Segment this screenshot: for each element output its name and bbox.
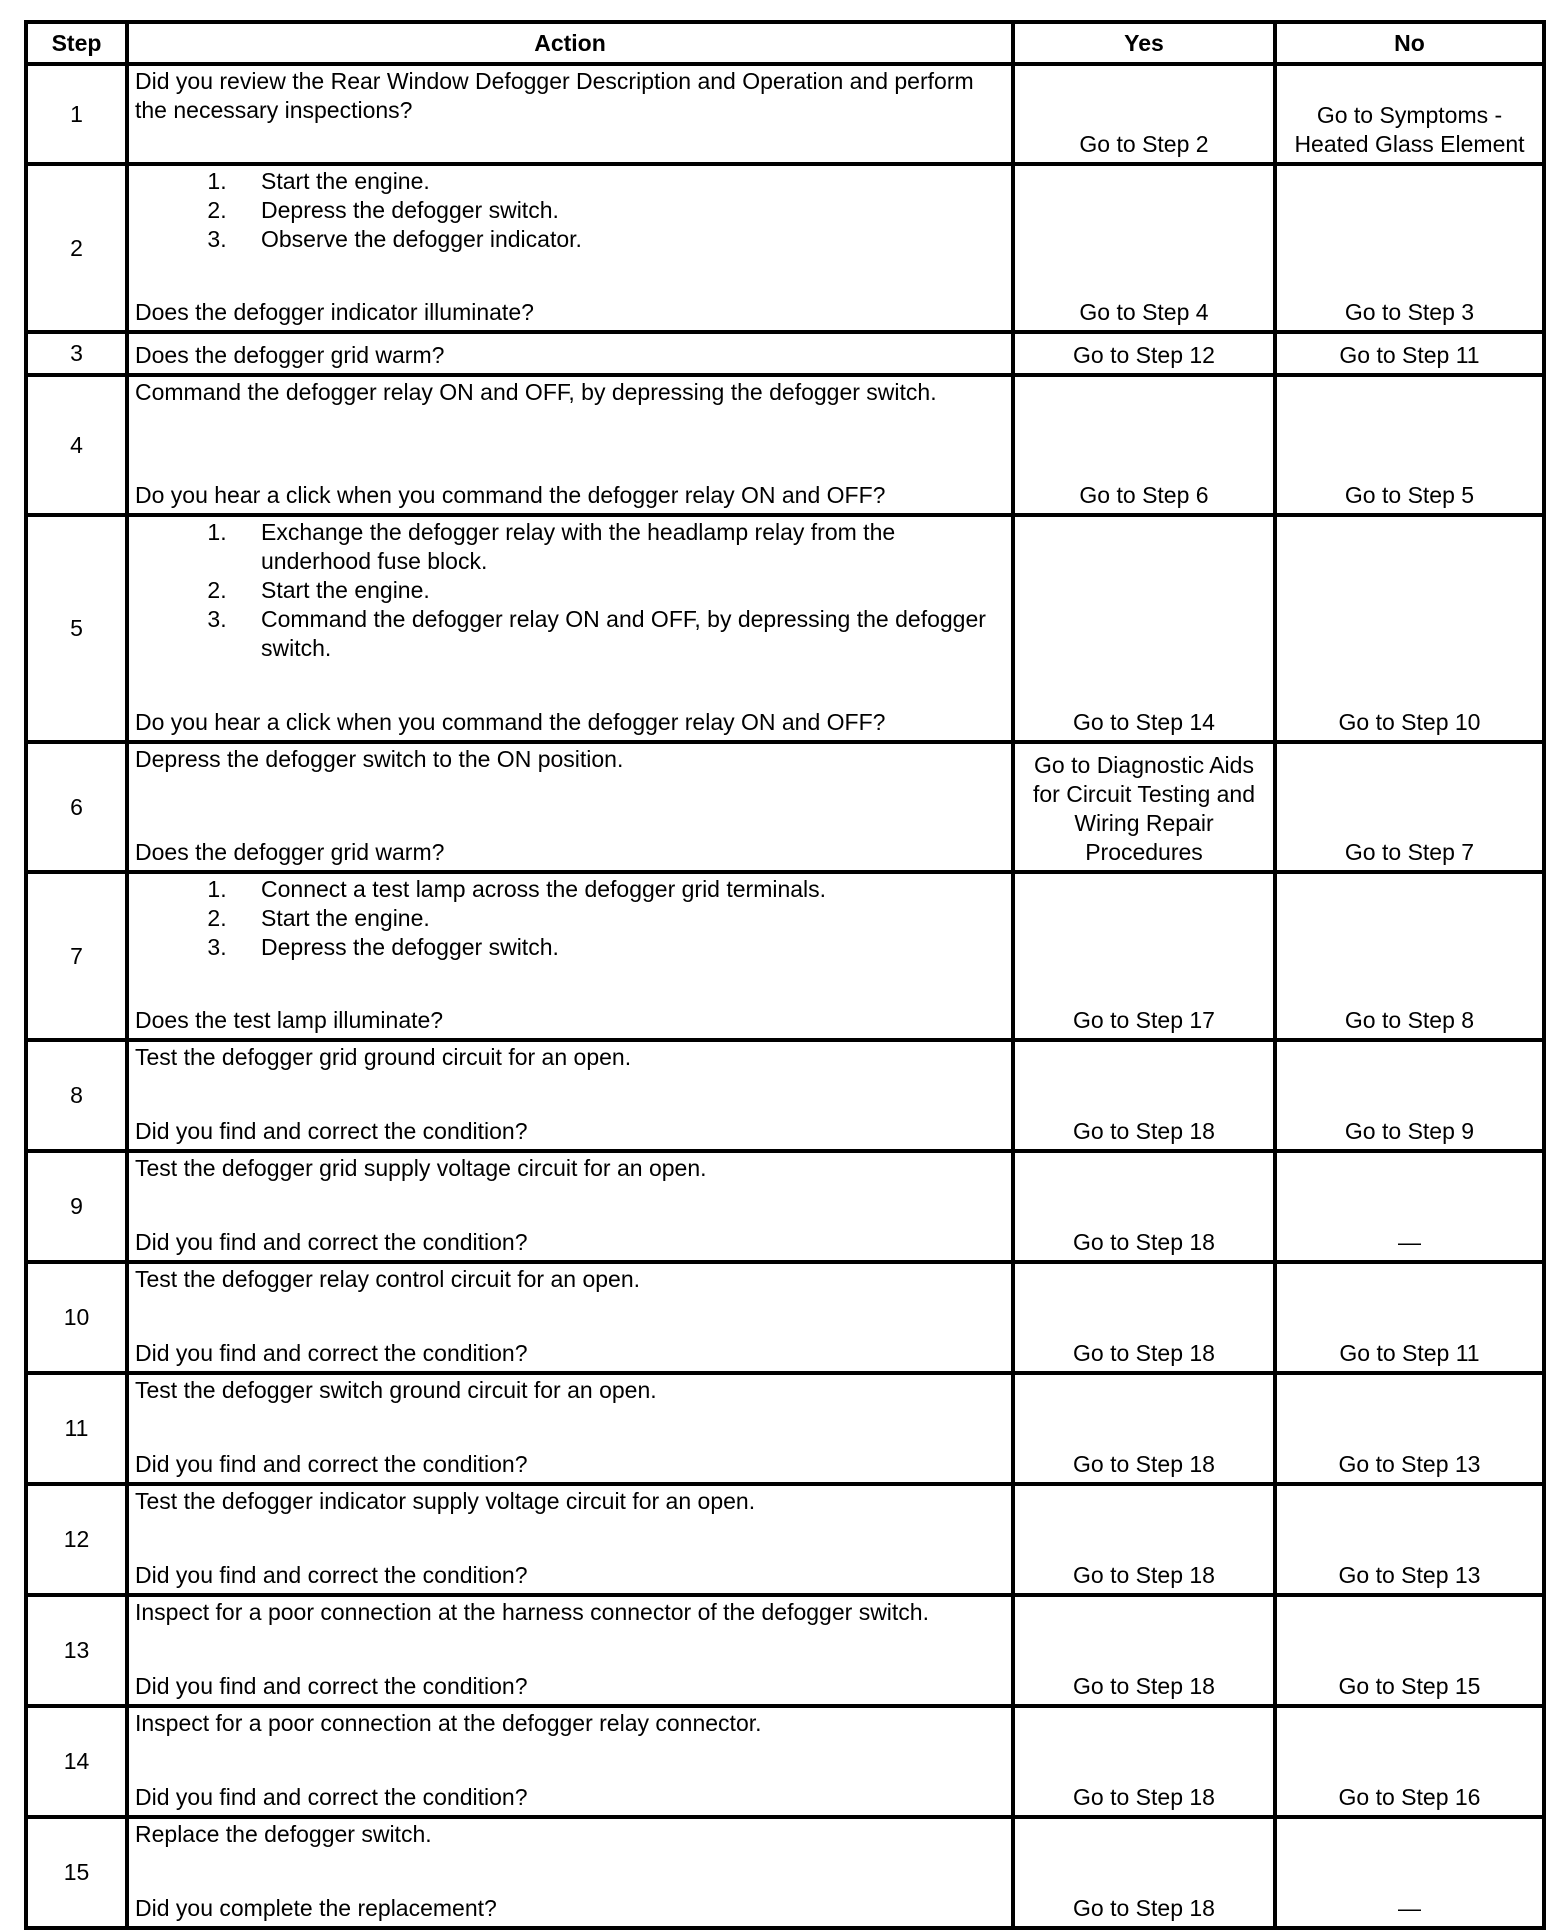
yes-result: Go to Step 18 bbox=[1013, 1262, 1275, 1373]
action-steps-list bbox=[135, 875, 1005, 962]
no-result: Go to Symptoms - Heated Glass Element bbox=[1275, 64, 1544, 164]
table-row bbox=[26, 872, 1544, 1040]
action-question: Does the defogger grid warm? bbox=[135, 342, 445, 368]
step-number: 8 bbox=[26, 1040, 127, 1151]
action-cell bbox=[127, 1040, 1013, 1151]
table-row bbox=[26, 164, 1544, 332]
no-result: Go to Step 5 bbox=[1275, 375, 1544, 515]
action-question: Does the defogger indicator illuminate? bbox=[135, 299, 534, 325]
action-question: Did you find and correct the condition? bbox=[135, 1673, 528, 1699]
yes-result: Go to Step 12 bbox=[1013, 332, 1275, 375]
action-step-item: 1. Exchange the defogger relay with the headlamp relay from the underhood fuse block. bbox=[233, 518, 1005, 576]
yes-result: Go to Step 18 bbox=[1013, 1373, 1275, 1484]
diagnostic-table bbox=[24, 20, 1546, 1930]
action-instruction: Inspect for a poor connection at the harness connector of the defogger switch. bbox=[135, 1599, 929, 1625]
action-step-item: 1. Start the engine. bbox=[233, 167, 1005, 196]
table-row bbox=[26, 1706, 1544, 1817]
step-number: 15 bbox=[26, 1817, 127, 1928]
action-cell bbox=[127, 375, 1013, 515]
yes-result: Go to Step 2 bbox=[1013, 64, 1275, 164]
action-step-item: 2. Depress the defogger switch. bbox=[233, 196, 1005, 225]
action-question: Did you find and correct the condition? bbox=[135, 1562, 528, 1588]
action-question: Does the test lamp illuminate? bbox=[135, 1007, 444, 1033]
no-result: Go to Step 7 bbox=[1275, 742, 1544, 872]
yes-result: Go to Step 6 bbox=[1013, 375, 1275, 515]
action-cell bbox=[127, 1262, 1013, 1373]
no-result: Go to Step 13 bbox=[1275, 1484, 1544, 1595]
action-question: Does the defogger grid warm? bbox=[135, 839, 445, 865]
action-question: Do you hear a click when you command the defogger relay ON and OFF? bbox=[135, 482, 886, 508]
action-instruction: Test the defogger indicator supply voltage circuit for an open. bbox=[135, 1488, 756, 1514]
yes-result: Go to Step 4 bbox=[1013, 164, 1275, 332]
step-number: 5 bbox=[26, 515, 127, 742]
action-cell bbox=[127, 64, 1013, 164]
action-header: Action bbox=[127, 22, 1013, 64]
step-number: 10 bbox=[26, 1262, 127, 1373]
step-number: 6 bbox=[26, 742, 127, 872]
yes-result: Go to Step 18 bbox=[1013, 1151, 1275, 1262]
yes-result: Go to Step 18 bbox=[1013, 1484, 1275, 1595]
yes-result: Go to Step 17 bbox=[1013, 872, 1275, 1040]
action-instruction: Did you review the Rear Window Defogger Description and Operation and perform the necessary inspections? bbox=[135, 68, 974, 123]
yes-result: Go to Step 18 bbox=[1013, 1706, 1275, 1817]
action-question: Did you find and correct the condition? bbox=[135, 1118, 528, 1144]
no-result: Go to Step 11 bbox=[1275, 1262, 1544, 1373]
action-question: Did you complete the replacement? bbox=[135, 1895, 497, 1921]
action-question: Do you hear a click when you command the defogger relay ON and OFF? bbox=[135, 709, 886, 735]
table-row bbox=[26, 515, 1544, 742]
no-result: Go to Step 13 bbox=[1275, 1373, 1544, 1484]
action-steps-list bbox=[135, 167, 1005, 254]
yes-result: Go to Step 18 bbox=[1013, 1817, 1275, 1928]
action-instruction: Test the defogger switch ground circuit for an open. bbox=[135, 1377, 657, 1403]
action-instruction: Depress the defogger switch to the ON position. bbox=[135, 746, 624, 772]
table-row bbox=[26, 64, 1544, 164]
table-row bbox=[26, 1595, 1544, 1706]
action-step-item: 2. Start the engine. bbox=[233, 576, 1005, 605]
yes-result: Go to Step 18 bbox=[1013, 1595, 1275, 1706]
step-number: 11 bbox=[26, 1373, 127, 1484]
table-row bbox=[26, 1040, 1544, 1151]
no-result: Go to Step 10 bbox=[1275, 515, 1544, 742]
action-step-item: 3. Observe the defogger indicator. bbox=[233, 225, 1005, 254]
step-number: 14 bbox=[26, 1706, 127, 1817]
action-step-item: 3. Command the defogger relay ON and OFF, by depressing the defogger switch. bbox=[233, 605, 1005, 663]
action-instruction: Test the defogger relay control circuit for an open. bbox=[135, 1266, 641, 1292]
table-row bbox=[26, 1151, 1544, 1262]
action-cell bbox=[127, 1373, 1013, 1484]
step-number: 12 bbox=[26, 1484, 127, 1595]
action-question: Did you find and correct the condition? bbox=[135, 1451, 528, 1477]
action-cell bbox=[127, 164, 1013, 332]
action-instruction: Replace the defogger switch. bbox=[135, 1821, 432, 1847]
action-instruction: Test the defogger grid ground circuit for an open. bbox=[135, 1044, 632, 1070]
yes-header: Yes bbox=[1013, 22, 1275, 64]
step-number: 2 bbox=[26, 164, 127, 332]
table-row bbox=[26, 1262, 1544, 1373]
table-row bbox=[26, 1817, 1544, 1928]
no-result: Go to Step 15 bbox=[1275, 1595, 1544, 1706]
no-result: Go to Step 8 bbox=[1275, 872, 1544, 1040]
action-instruction: Inspect for a poor connection at the defogger relay connector. bbox=[135, 1710, 762, 1736]
action-question: Did you find and correct the condition? bbox=[135, 1340, 528, 1366]
table-row bbox=[26, 332, 1544, 375]
step-number: 1 bbox=[26, 64, 127, 164]
header-row bbox=[26, 22, 1544, 64]
table-row bbox=[26, 1484, 1544, 1595]
no-result: — bbox=[1275, 1151, 1544, 1262]
action-cell bbox=[127, 1595, 1013, 1706]
step-header: Step bbox=[26, 22, 127, 64]
step-number: 4 bbox=[26, 375, 127, 515]
table-row bbox=[26, 1373, 1544, 1484]
action-step-item: 1. Connect a test lamp across the defogger grid terminals. bbox=[233, 875, 1005, 904]
yes-result: Go to Step 18 bbox=[1013, 1040, 1275, 1151]
action-cell bbox=[127, 332, 1013, 375]
step-number: 9 bbox=[26, 1151, 127, 1262]
no-header: No bbox=[1275, 22, 1544, 64]
action-question: Did you find and correct the condition? bbox=[135, 1229, 528, 1255]
step-number: 13 bbox=[26, 1595, 127, 1706]
yes-result: Go to Diagnostic Aids for Circuit Testing and Wiring Repair Procedures bbox=[1013, 742, 1275, 872]
action-cell bbox=[127, 1484, 1013, 1595]
action-cell bbox=[127, 1817, 1013, 1928]
action-step-item: 3. Depress the defogger switch. bbox=[233, 933, 1005, 962]
action-cell bbox=[127, 1706, 1013, 1817]
action-step-item: 2. Start the engine. bbox=[233, 904, 1005, 933]
action-question: Did you find and correct the condition? bbox=[135, 1784, 528, 1810]
action-cell bbox=[127, 872, 1013, 1040]
action-cell bbox=[127, 742, 1013, 872]
table-row bbox=[26, 375, 1544, 515]
table-row bbox=[26, 742, 1544, 872]
action-instruction: Test the defogger grid supply voltage circuit for an open. bbox=[135, 1155, 707, 1181]
no-result: Go to Step 3 bbox=[1275, 164, 1544, 332]
action-cell bbox=[127, 1151, 1013, 1262]
no-result: Go to Step 11 bbox=[1275, 332, 1544, 375]
step-number: 3 bbox=[26, 332, 127, 375]
yes-result: Go to Step 14 bbox=[1013, 515, 1275, 742]
step-number: 7 bbox=[26, 872, 127, 1040]
no-result: Go to Step 9 bbox=[1275, 1040, 1544, 1151]
action-instruction: Command the defogger relay ON and OFF, by depressing the defogger switch. bbox=[135, 379, 937, 405]
no-result: Go to Step 16 bbox=[1275, 1706, 1544, 1817]
no-result: — bbox=[1275, 1817, 1544, 1928]
action-cell bbox=[127, 515, 1013, 742]
action-steps-list bbox=[135, 518, 1005, 663]
